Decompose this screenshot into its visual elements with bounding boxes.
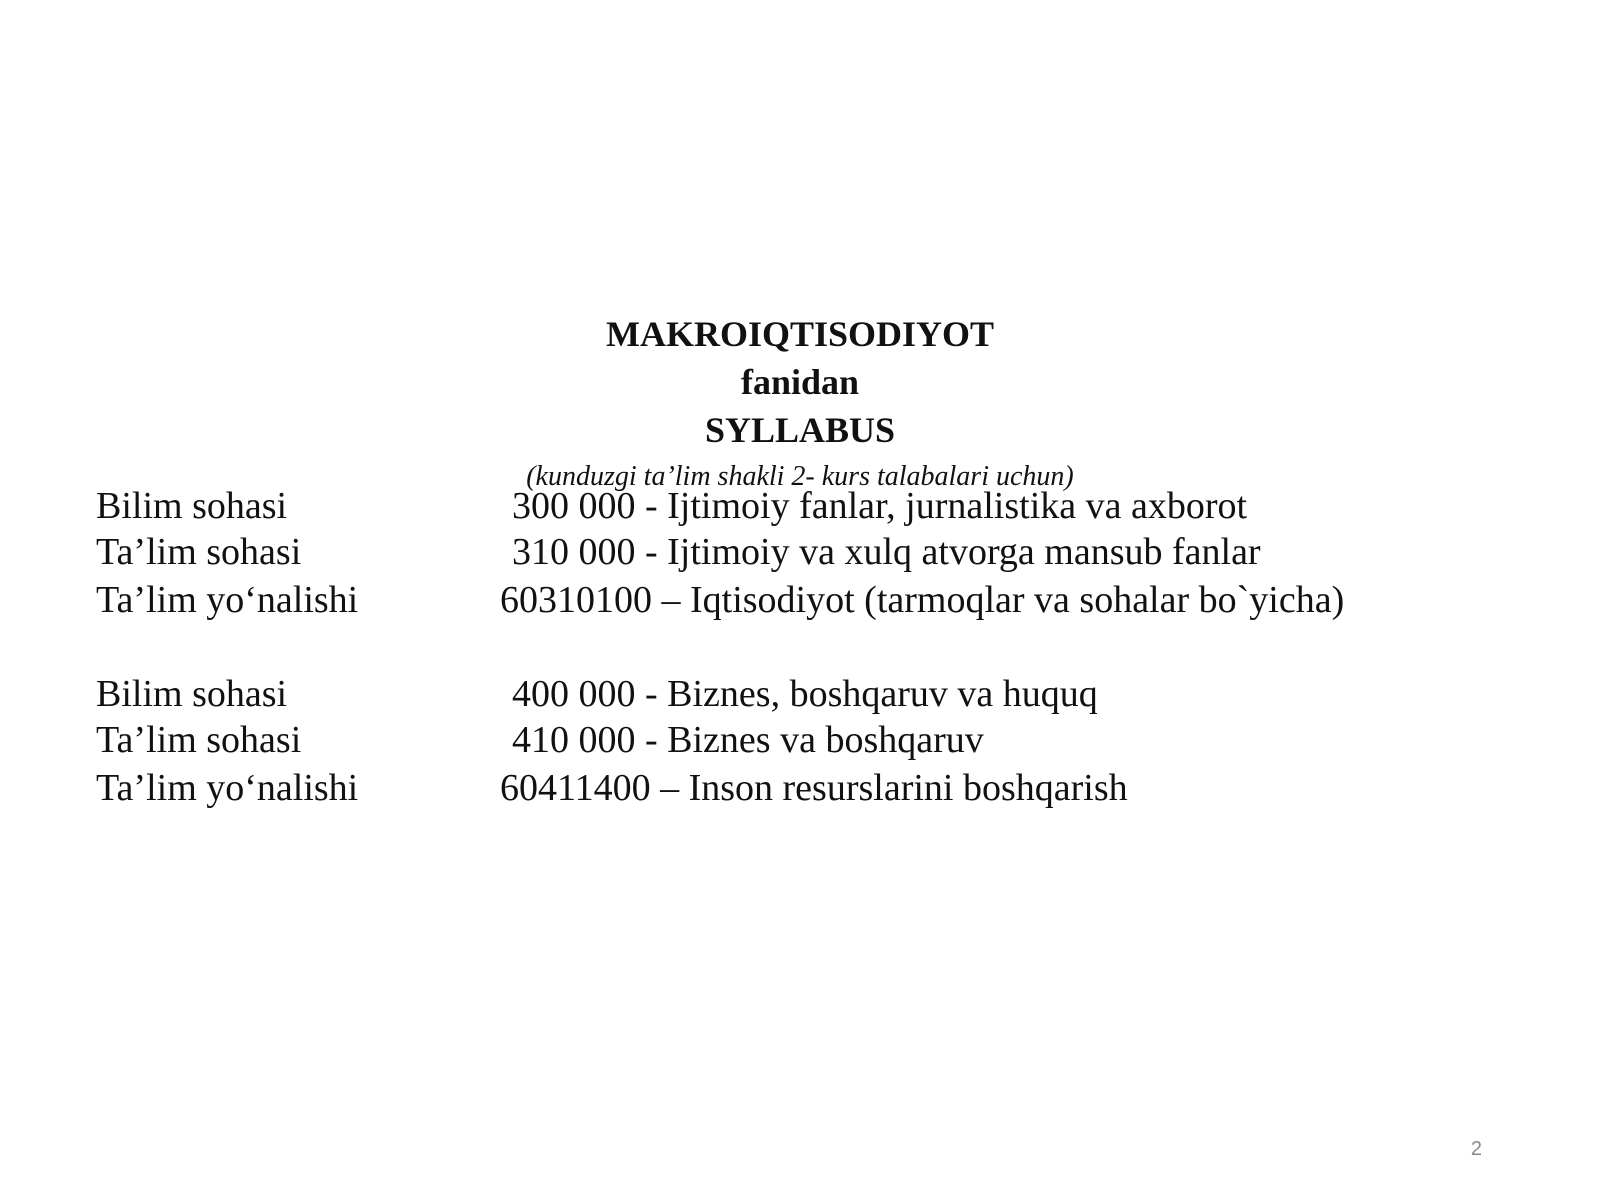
info-value: 310 000 - Ijtimoiy va xulq atvorga mansub fanlar [512,531,1261,573]
info-label: Bilim sohasi [96,485,288,527]
info-row [0,576,1600,624]
info-row [0,670,1600,718]
info-row [0,764,1600,812]
info-row [0,528,1600,576]
info-value: 60310100 – Iqtisodiyot (tarmoqlar va sohalar bo`yicha) [500,579,1345,621]
document-title-syllabus: SYLLABUS [704,410,896,450]
info-row [0,716,1600,764]
document-title: MAKROIQTISODIYOT [605,314,995,354]
info-label: Ta’lim sohasi [96,531,302,573]
page-number: 2 [1470,1138,1482,1160]
document-title-subject-word: fanidan [740,362,860,402]
info-value: 60411400 – Inson resurslarini boshqarish [500,767,1128,809]
info-row [0,482,1600,530]
info-label: Ta’lim yo‘nalishi [96,767,359,809]
info-value: 300 000 - Ijtimoiy fanlar, jurnalistika va axborot [512,485,1248,527]
info-value: 410 000 - Biznes va boshqaruv [512,719,984,761]
document-subtitle: (kunduzgi ta’lim shakli 2- kurs talabalari uchun) [526,461,1074,492]
info-label: Bilim sohasi [96,673,288,715]
info-label: Ta’lim sohasi [96,719,302,761]
info-value: 400 000 - Biznes, boshqaruv va huquq [512,673,1098,715]
info-label: Ta’lim yo‘nalishi [96,579,359,621]
